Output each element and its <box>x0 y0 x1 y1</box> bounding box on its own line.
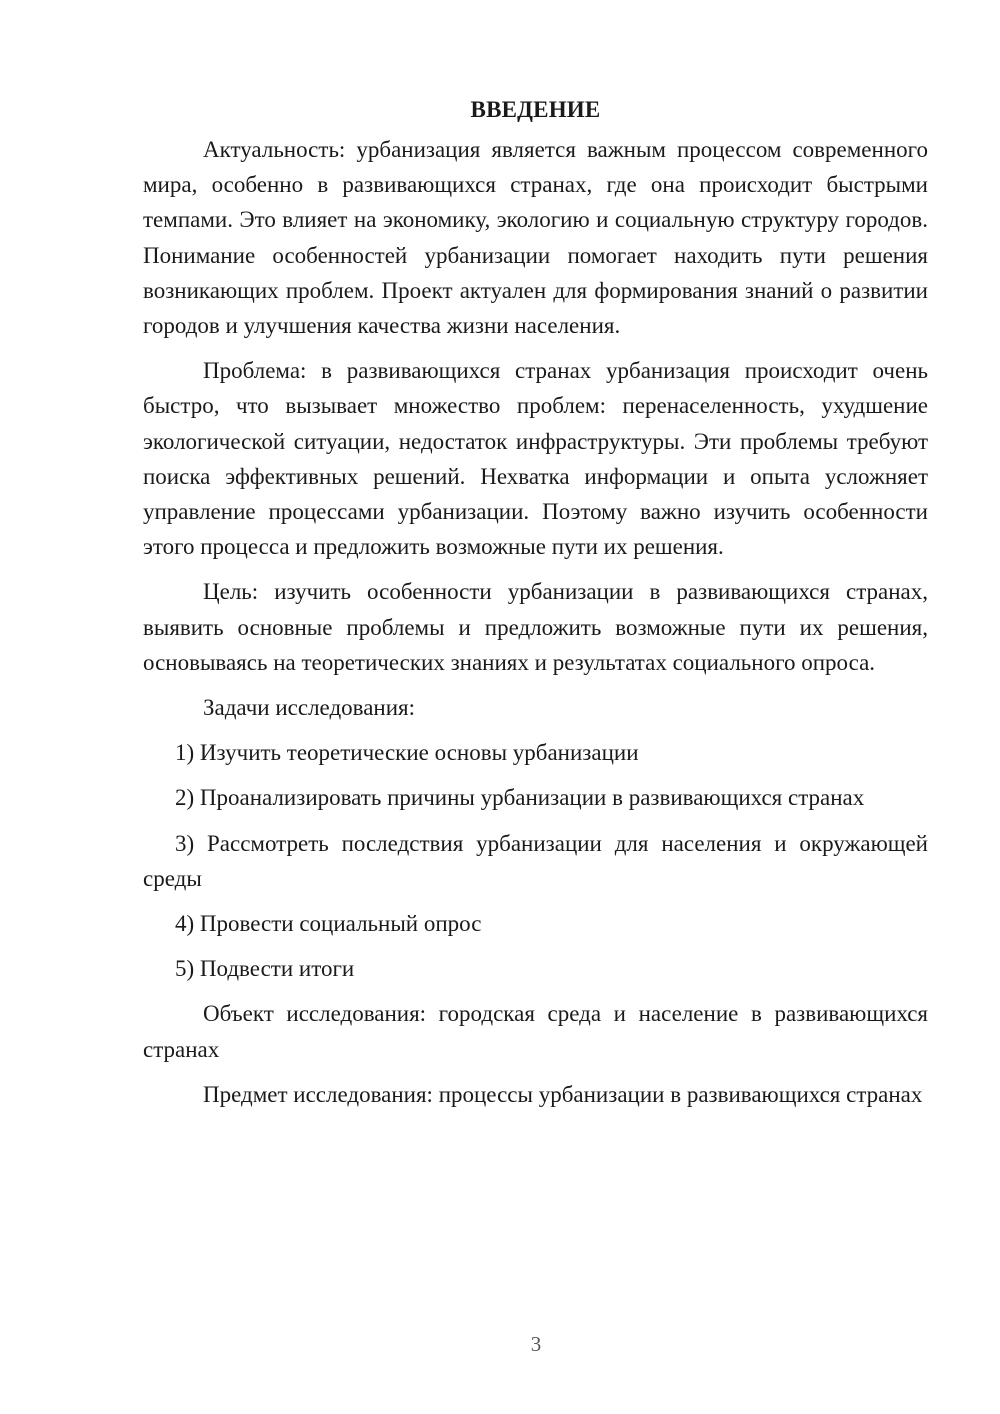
goal-paragraph: Цель: изучить особенности урбанизации в развивающихся странах, выявить основные проблемы и предложить возможные пути их решения, основываясь на теоретических знаниях и результатах социального опроса. <box>143 579 928 675</box>
page-content <box>143 88 928 1122</box>
task-item-3: 3) Рассмотреть последствия урбанизации для населения и окружающей среды <box>143 830 928 891</box>
tasks-heading: Задачи исследования: <box>203 695 416 721</box>
task-item-1: 1) Изучить теоретические основы урбанизации <box>175 740 639 766</box>
problem-paragraph: Проблема: в развивающихся странах урбанизация происходит очень быстро, что вызывает множество проблем: перенаселенность, ухудшение экологической ситуации, недостаток инфраструктуры. Эти проблемы требуют поиска эффективных решений. Нехватка информации и опыта усложняет управление процессами урбанизации. Поэтому важно изучить особенности этого процесса и предложить возможные пути их решения. <box>143 358 928 560</box>
task-item-5: 5) Подвести итоги <box>175 956 355 982</box>
relevance-paragraph: Актуальность: урбанизация является важным процессом современного мира, особенно в развивающихся странах, где она происходит быстрыми темпами. Это влияет на экономику, экологию и социальную структуру городов. Понимание особенностей урбанизации помогает находить пути решения возникающих проблем. Проект актуален для формирования знаний о развитии городов и улучшения качества жизни населения. <box>143 137 928 339</box>
object-paragraph: Объект исследования: городская среда и население в развивающихся странах <box>143 1001 928 1062</box>
task-item-2: 2) Проанализировать причины урбанизации в развивающихся странах <box>175 785 865 811</box>
task-item-4: 4) Провести социальный опрос <box>175 911 482 937</box>
page-title: ВВЕДЕНИЕ <box>470 97 601 122</box>
subject-paragraph: Предмет исследования: процессы урбанизации в развивающихся странах <box>203 1081 923 1107</box>
page-number: 3 <box>530 1332 542 1356</box>
